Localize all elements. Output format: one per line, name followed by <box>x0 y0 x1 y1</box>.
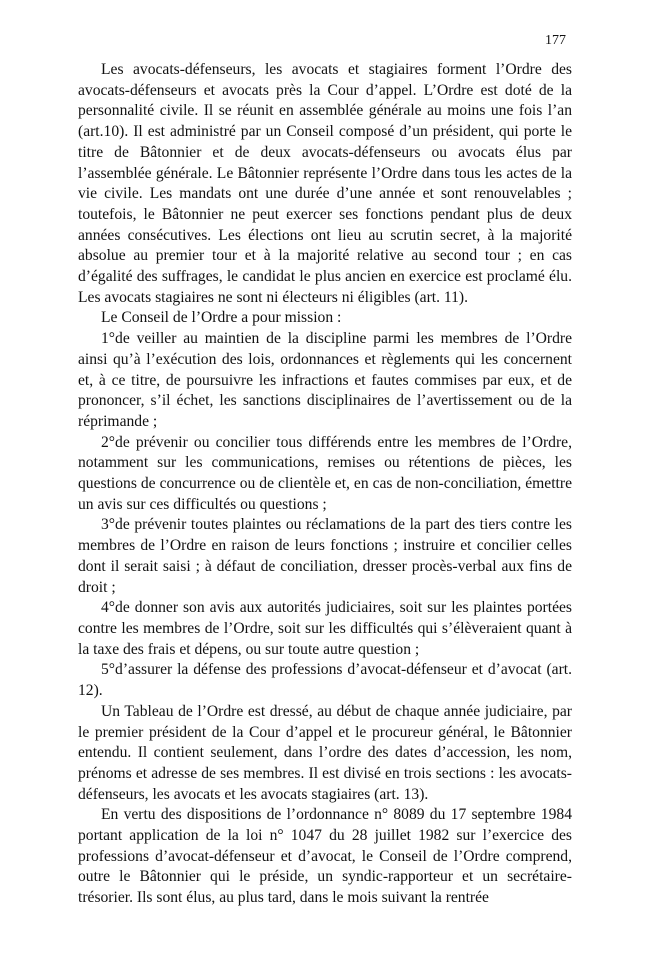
paragraph-mission-3: 3°de prévenir toutes plaintes ou réclamations de la part des tiers contre les membres de l’Ordre en raison de leurs fonctions ; instruire et concilier celles dont il serait saisi ; à défaut de conciliation, dresser procès-verbal aux fins de droit ; <box>78 516 572 596</box>
paragraph-tableau: Un Tableau de l’Ordre est dressé, au début de chaque année judiciaire, par le premier président de la Cour d’appel et le procureur général, le Bâtonnier entendu. Il contient seulement, dans l’ordre des dates d’accession, les nom, prénoms et adresse de ses membres. Il est divisé en trois sections : les avocats-défenseurs, les avocats et les avocats stagiaires (art. 13). <box>78 702 572 803</box>
paragraph-mission-1: 1°de veiller au maintien de la discipline parmi les membres de l’Ordre ainsi qu’à l’exécution des lois, ordonnances et règlements qui les concernent et, à ce titre, de poursuivre les infractions et fautes commises par eux, et de prononcer, s’il échet, les sanctions disciplinaires de l’avertissement ou de la réprimande ; <box>78 330 572 430</box>
body-text <box>78 60 572 909</box>
page-number: 177 <box>545 33 566 48</box>
paragraph-ordonnance: En vertu des dispositions de l’ordonnance n° 8089 du 17 septembre 1984 portant application de la loi n° 1047 du 28 juillet 1982 sur l’exercice des professions d’avocat-défenseur et d’avocat, le Conseil de l’Ordre comprend, outre le Bâtonnier qui le préside, un syndic-rapporteur et un secrétaire-trésorier. Ils sont élus, au plus tard, dans le mois suivant la rentrée <box>78 806 572 907</box>
paragraph-mission-5: 5°d’assurer la défense des professions d’avocat-défenseur et d’avocat (art. 12). <box>78 661 572 700</box>
paragraph-council-mission-intro: Le Conseil de l’Ordre a pour mission : <box>101 309 342 327</box>
paragraph-mission-4: 4°de donner son avis aux autorités judiciaires, soit sur les plaintes portées contre les membres de l’Ordre, soit sur les difficultés qui s’élèveraient quant à la taxe des frais et dépens, ou sur toute autre question ; <box>78 599 572 658</box>
paragraph-order-composition: Les avocats-défenseurs, les avocats et stagiaires forment l’Ordre des avocats-défenseurs et avocats près la Cour d’appel. L’Ordre est doté de la personnalité civile. Il se réunit en assemblée générale au moins une fois l’an (art.10). Il est administré par un Conseil composé d’un président, qui porte le titre de Bâtonnier et de deux avocats-défenseurs ou avocats élus par l’assemblée générale. Le Bâtonnier représente l’Ordre dans tous les actes de la vie civile. Les mandats ont une durée d’une année et sont renouvelables ; toutefois, le Bâtonnier ne peut exercer ses fonctions pendant plus de deux années consécutives. Les élections ont lieu au scrutin secret, à la majorité absolue au premier tour et à la majorité relative au second tour ; en cas d’égalité des suffrages, le candidat le plus ancien en exercice est proclamé élu. Les avocats stagiaires ne sont ni électeurs ni éligibles (art. 11). <box>78 61 572 306</box>
paragraph-mission-2: 2°de prévenir ou concilier tous différends entre les membres de l’Ordre, notamment sur les communications, remises ou rétentions de pièces, les questions de concurrence ou de clientèle et, en cas de non-conciliation, émettre un avis sur ces difficultés ou questions ; <box>78 433 572 513</box>
